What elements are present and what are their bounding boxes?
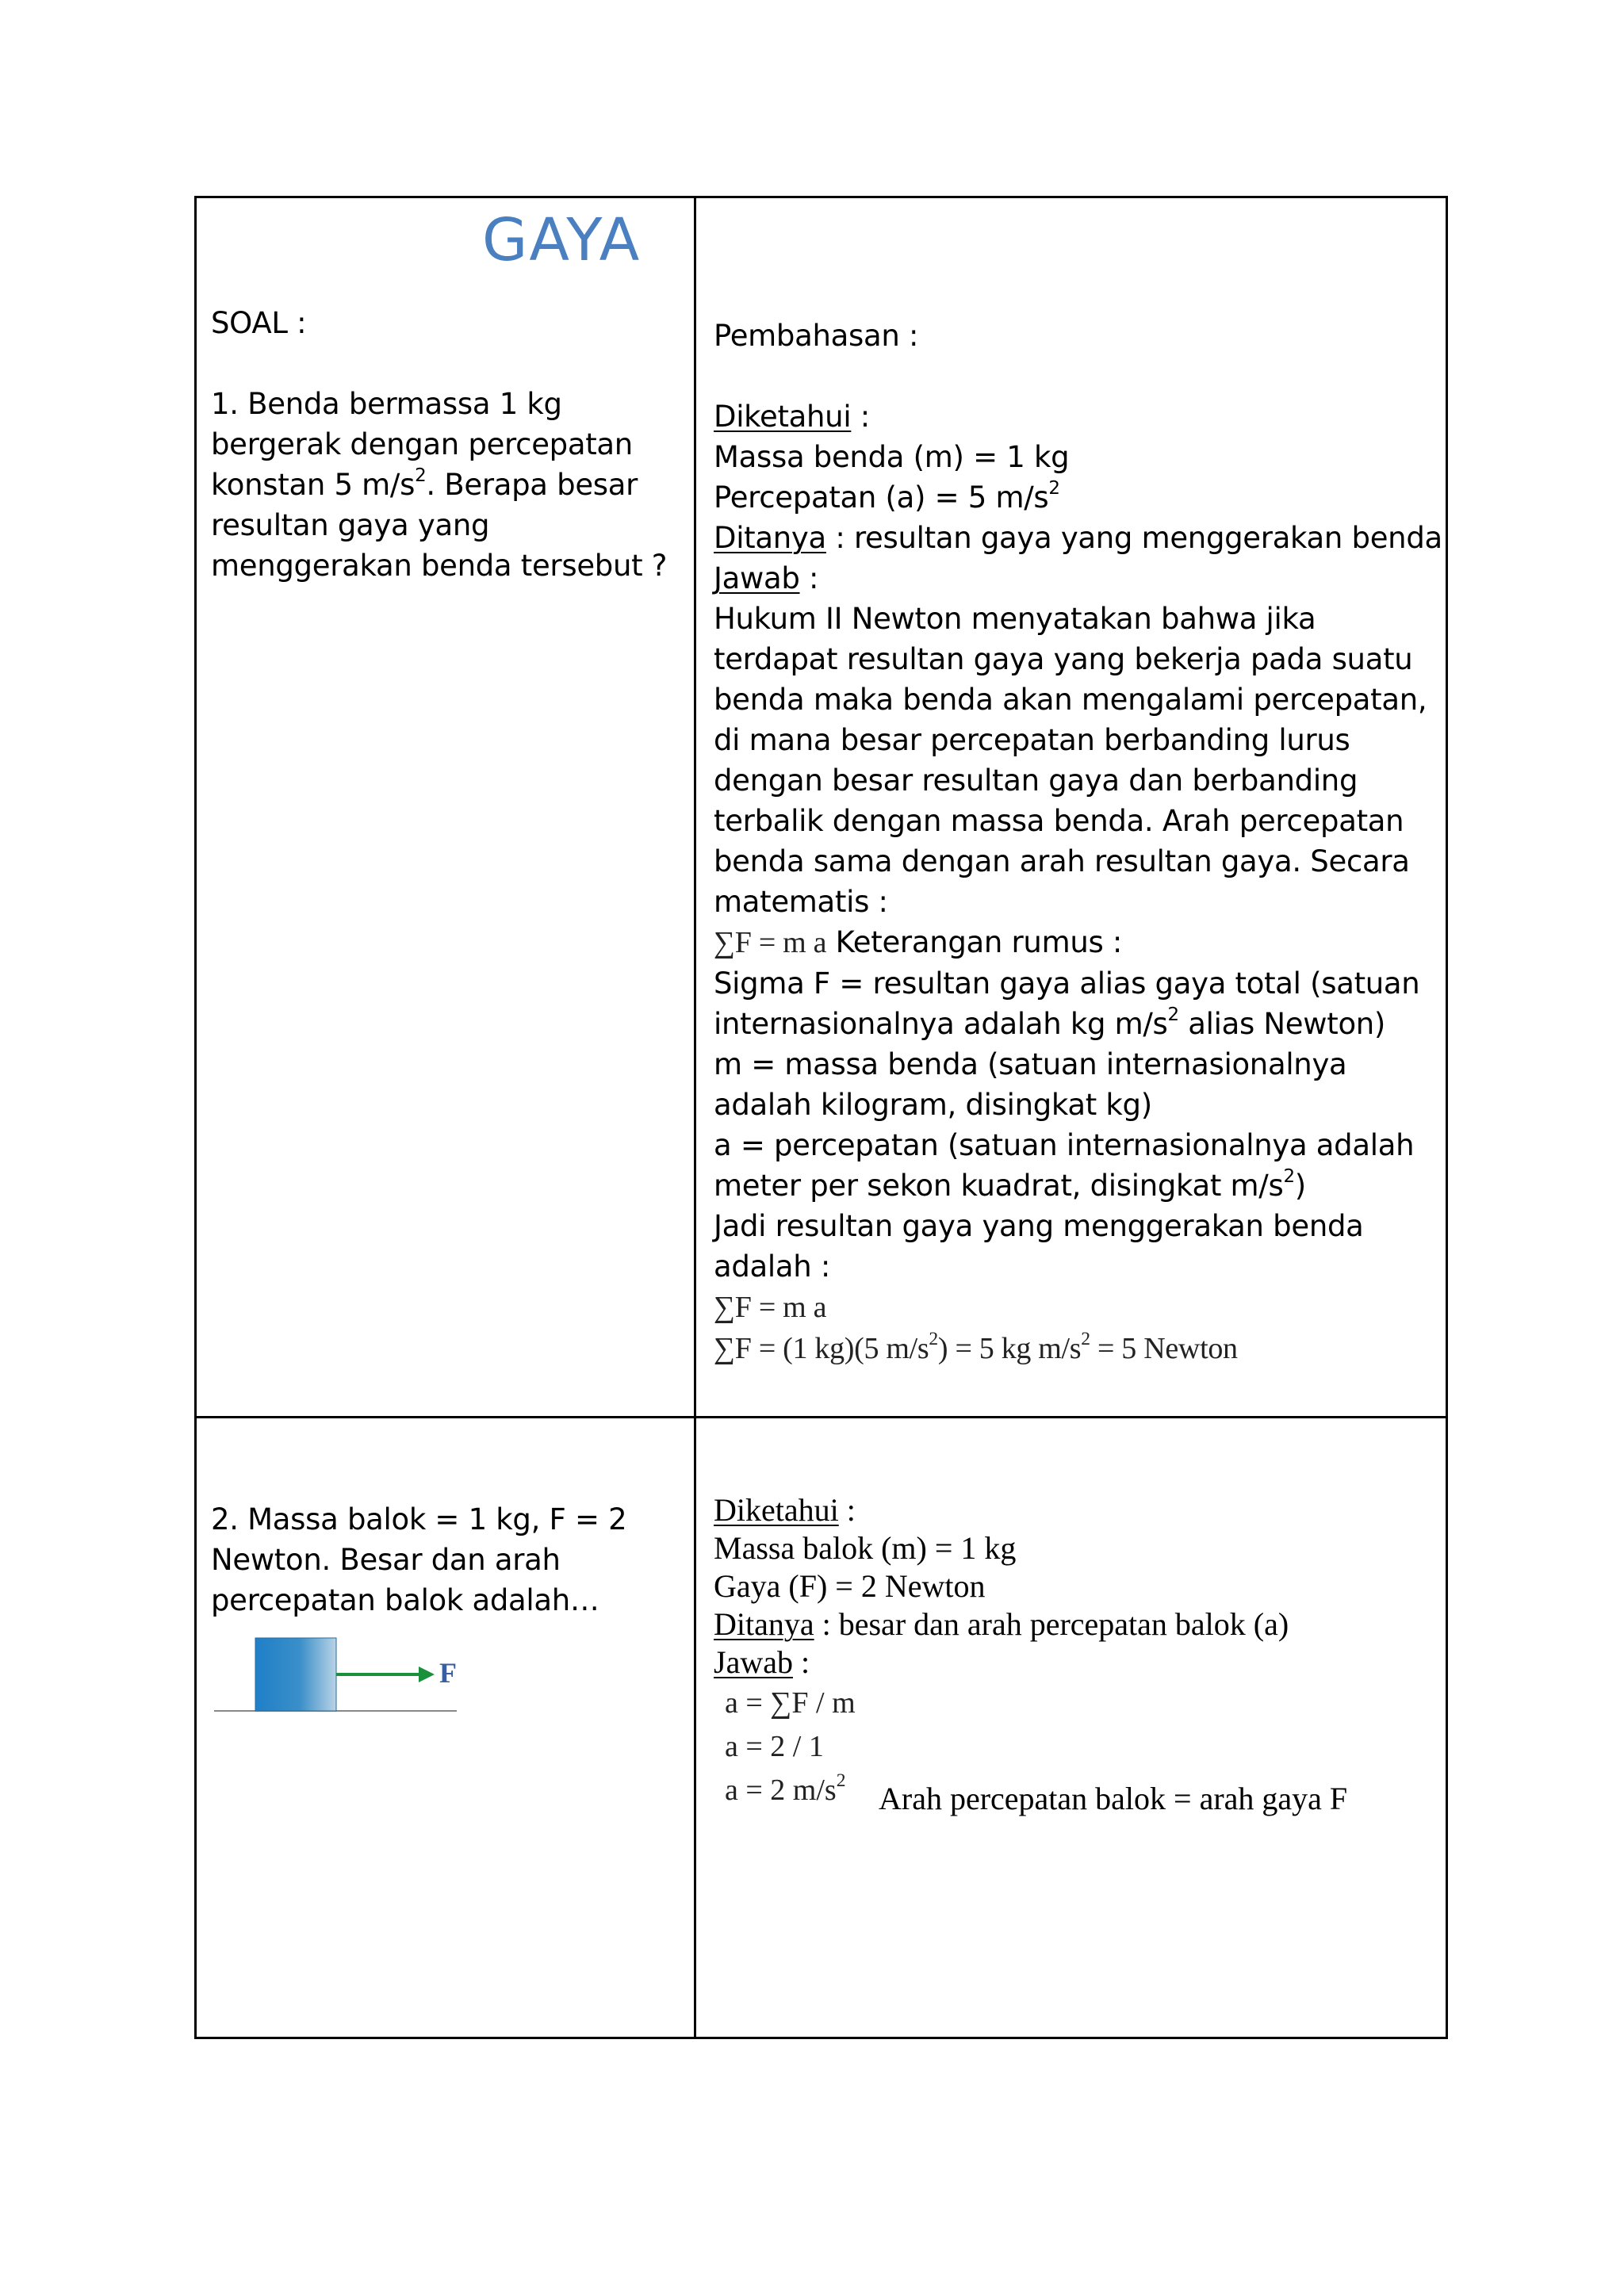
page-title: GAYA	[482, 206, 642, 274]
pembahasan-label: Pembahasan :	[714, 319, 919, 353]
ditanya-line-2: Ditanya : besar dan arah percepatan balok (a)	[714, 1606, 1289, 1642]
formula-line	[714, 922, 1443, 963]
answer-1-block	[714, 316, 1443, 1369]
formula-main: ∑F = m a	[714, 926, 827, 959]
massa-line: Massa benda (m) = 1 kg	[714, 440, 1070, 474]
equation-3: a = 2 $m/s^2$	[725, 1770, 846, 1807]
question-cell-2	[196, 1418, 695, 2038]
equation-3-row	[714, 1769, 1443, 1816]
block-force-svg	[211, 1635, 465, 1722]
soal-table	[194, 196, 1448, 2039]
sigma-definition: Sigma F = resultan gaya alias gaya total (satuan internasionalnya adalah kg $m/s^2$ alias Newton)	[714, 966, 1420, 1041]
newton-law-paragraph: Hukum II Newton menyatakan bahwa jika terdapat resultan gaya yang bekerja pada suatu benda maka benda akan mengalami percepatan, di mana besar percepatan berbanding lurus dengan besar resultan gaya dan berbanding terbalik dengan massa benda. Arah percepatan benda sama dengan arah resultan gaya. Secara matematis :	[714, 602, 1427, 919]
jadi-line: Jadi resultan gaya yang menggerakan benda adalah :	[714, 1209, 1364, 1284]
m-definition: m = massa benda (satuan internasionalnya adalah kilogram, disingkat kg)	[714, 1047, 1347, 1122]
arah-line: Arah percepatan balok = arah gaya F	[879, 1781, 1348, 1816]
formula-2: ∑F = (1 kg)(5 $m/s^2) = 5$ kg $m/s^2 = 5$ Newton	[714, 1328, 1238, 1365]
gaya-line: Gaya (F) = 2 Newton	[714, 1568, 986, 1604]
diketahui-heading: Diketahui :	[714, 400, 870, 434]
question-cell-1	[196, 197, 695, 1418]
ditanya-line: Ditanya : resultan gaya yang menggerakan benda	[714, 521, 1442, 555]
equation-2: a = 2 / 1	[725, 1730, 824, 1763]
force-arrowhead	[419, 1667, 435, 1682]
question-2-block	[211, 1499, 687, 1722]
table-row	[196, 1418, 1447, 2038]
massa-balok-line: Massa balok (m) = 1 kg	[714, 1530, 1017, 1566]
question-1-text: 1. Benda bermassa 1 kg bergerak dengan percepatan konstan 5 $m/s^2$. Berapa besar resultan gaya yang menggerakan benda tersebut ?	[211, 387, 668, 583]
block-force-diagram	[211, 1635, 465, 1722]
table-row	[196, 197, 1447, 1418]
answer-2-block	[714, 1491, 1443, 1816]
percepatan-line: Percepatan (a) = 5 $m/s^2$	[714, 478, 1060, 515]
formula-1: ∑F = m a	[714, 1291, 827, 1324]
force-label: F	[439, 1657, 457, 1689]
answer-cell-2	[695, 1418, 1447, 2038]
jawab-heading-2: Jawab :	[714, 1644, 810, 1680]
soal-label: SOAL :	[211, 306, 307, 340]
question-1-block	[211, 303, 687, 586]
keterangan-label: Keterangan rumus :	[826, 925, 1123, 959]
block-shape	[255, 1638, 336, 1711]
answer-cell-1	[695, 197, 1447, 1418]
jawab-heading: Jawab :	[714, 561, 819, 595]
a-definition: a = percepatan (satuan internasionalnya adalah meter per sekon kuadrat, disingkat $m/s^2$)	[714, 1128, 1415, 1203]
diketahui-heading-2: Diketahui :	[714, 1492, 856, 1528]
equation-1: a = ∑F / m	[725, 1686, 856, 1720]
question-2-text: 2. Massa balok = 1 kg, F = 2 Newton. Besar dan arah percepatan balok adalah…	[211, 1502, 627, 1617]
